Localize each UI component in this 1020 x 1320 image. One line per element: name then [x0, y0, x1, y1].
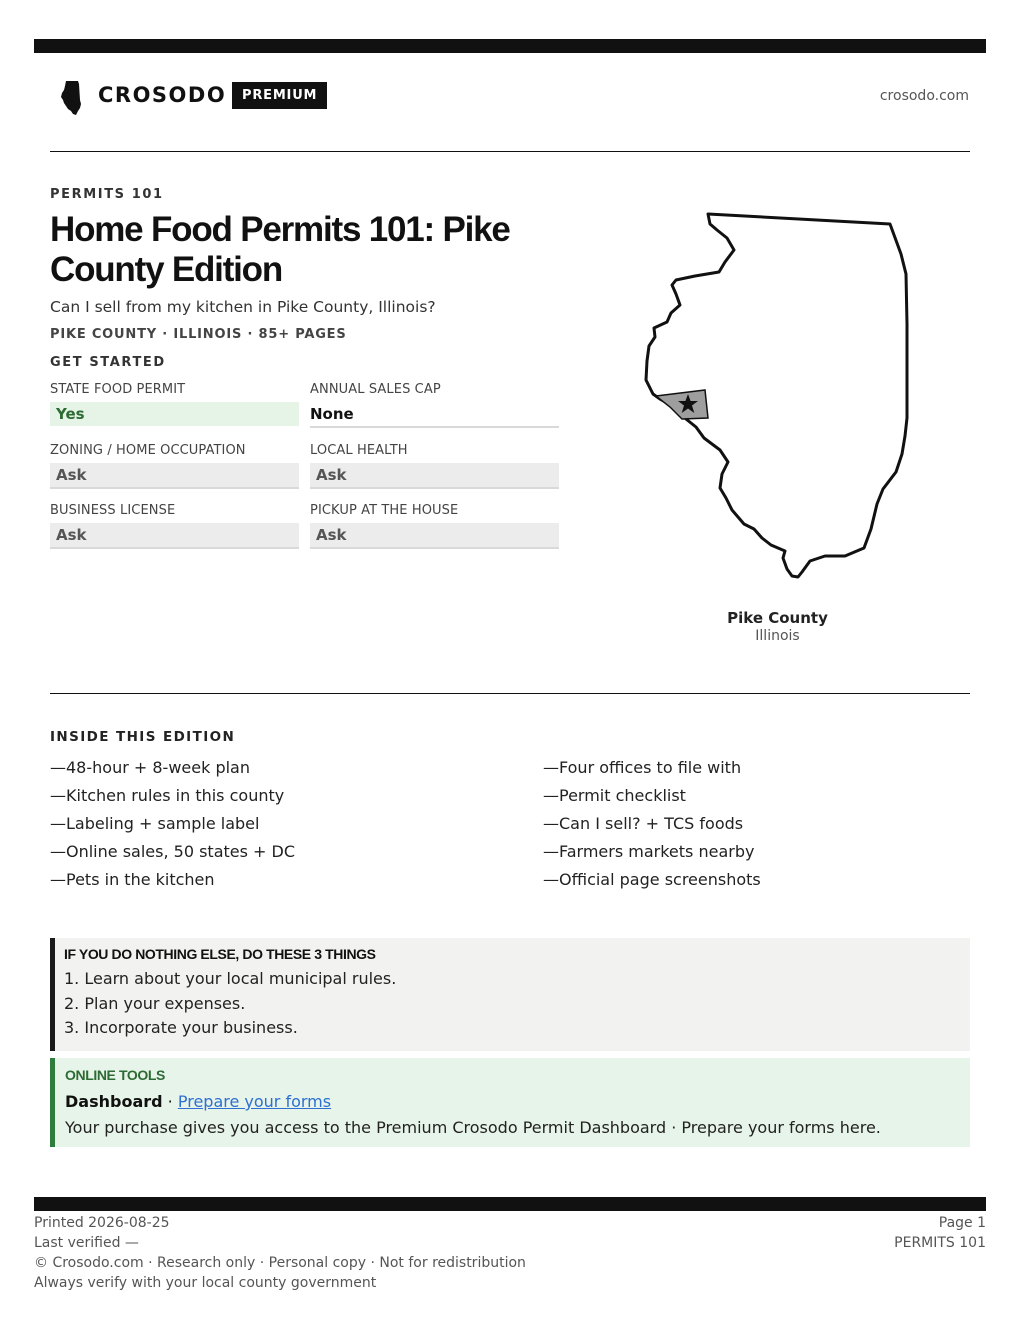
status-underline — [50, 487, 299, 489]
status-value: Ask — [50, 463, 299, 487]
status-label: ANNUAL SALES CAP — [310, 382, 441, 397]
online-tools-box — [50, 1058, 970, 1147]
callout-item: 2. Plan your expenses. — [64, 993, 246, 1013]
online-tools-links-row — [65, 1089, 970, 1115]
callout-item: 3. Incorporate your business. — [64, 1018, 298, 1037]
footer-section: PERMITS 101 — [894, 1235, 986, 1251]
status-value: None — [310, 405, 354, 423]
toc-heading: INSIDE THIS EDITION — [50, 729, 236, 745]
dashboard-label: Dashboard — [65, 1092, 163, 1111]
status-underline — [50, 547, 299, 549]
premium-badge: PREMIUM — [232, 82, 327, 109]
status-value: Ask — [50, 523, 299, 547]
toc-left-column — [50, 758, 295, 898]
toc-item: —Four offices to file with — [543, 758, 742, 777]
status-value: Yes — [50, 402, 299, 426]
status-cell-business-license — [50, 503, 299, 549]
callout-heading: IF YOU DO NOTHING ELSE, DO THESE 3 THINGS — [64, 946, 376, 962]
status-cell-state-food-permit — [50, 382, 299, 426]
last-verified: Last verified — — [34, 1235, 139, 1251]
status-underline — [310, 487, 559, 489]
bottom-rule-bar — [34, 1197, 986, 1211]
printed-date: Printed 2026-08-25 — [34, 1215, 170, 1231]
status-label: LOCAL HEALTH — [310, 443, 408, 458]
page-header — [50, 78, 970, 118]
map-caption — [700, 609, 855, 644]
toc-item: —Permit checklist — [543, 786, 686, 805]
toc-item: —Can I sell? + TCS foods — [543, 814, 744, 833]
map-state-name: Illinois — [755, 628, 800, 644]
page-title: Home Food Permits 101: Pike County Edition — [50, 210, 510, 289]
status-cell-annual-sales-cap — [310, 382, 559, 428]
pike-county-shape — [656, 390, 708, 419]
top-rule-bar — [34, 39, 986, 53]
status-label: STATE FOOD PERMIT — [50, 382, 186, 397]
map-county-name: Pike County — [727, 609, 828, 627]
get-started-heading: GET STARTED — [50, 355, 166, 370]
top-three-callout — [50, 938, 970, 1051]
copyright-notice: © Crosodo.com · Research only · Personal copy · Not for redistribution — [34, 1255, 526, 1271]
status-cell-local-health — [310, 443, 559, 489]
brand-name: CROSODO — [98, 83, 227, 107]
callout-item: 1. Learn about your local municipal rules. — [64, 969, 397, 988]
footer-right — [894, 1213, 986, 1253]
status-value: Ask — [310, 463, 559, 487]
section-divider — [50, 693, 970, 694]
illinois-state-silhouette-icon — [60, 80, 82, 116]
link-separator: · — [162, 1092, 178, 1111]
online-tools-description: Your purchase gives you access to the Premium Crosodo Permit Dashboard · Prepare your forms here. — [65, 1118, 881, 1137]
status-label: ZONING / HOME OCCUPATION — [50, 443, 246, 458]
toc-item: —Pets in the kitchen — [50, 870, 215, 889]
status-underline — [310, 426, 559, 428]
toc-right-column — [543, 758, 761, 898]
status-label: BUSINESS LICENSE — [50, 503, 176, 518]
header-divider — [50, 151, 970, 152]
status-value: Ask — [310, 523, 559, 547]
verify-note: Always verify with your local county government — [34, 1275, 377, 1291]
prepare-forms-link[interactable]: Prepare your forms — [177, 1092, 332, 1111]
online-tools-heading: ONLINE TOOLS — [65, 1067, 165, 1083]
page-subtitle: Can I sell from my kitchen in Pike County, Illinois? — [50, 298, 436, 316]
toc-item: —Farmers markets nearby — [543, 842, 755, 861]
status-label: PICKUP AT THE HOUSE — [310, 503, 459, 518]
footer-left — [34, 1213, 526, 1293]
status-cell-zoning — [50, 443, 299, 489]
toc-item: —48-hour + 8-week plan — [50, 758, 250, 777]
section-kicker: PERMITS 101 — [50, 187, 164, 202]
site-url[interactable]: crosodo.com — [879, 88, 969, 104]
page-number: Page 1 — [938, 1215, 986, 1231]
status-underline — [310, 547, 559, 549]
edition-meta: PIKE COUNTY · ILLINOIS · 85+ PAGES — [50, 327, 347, 342]
illinois-map — [640, 206, 920, 586]
toc-item: —Kitchen rules in this county — [50, 786, 285, 805]
toc-item: —Official page screenshots — [543, 870, 761, 889]
toc-item: —Online sales, 50 states + DC — [50, 842, 296, 861]
status-cell-pickup — [310, 503, 559, 549]
toc-item: —Labeling + sample label — [50, 814, 260, 833]
